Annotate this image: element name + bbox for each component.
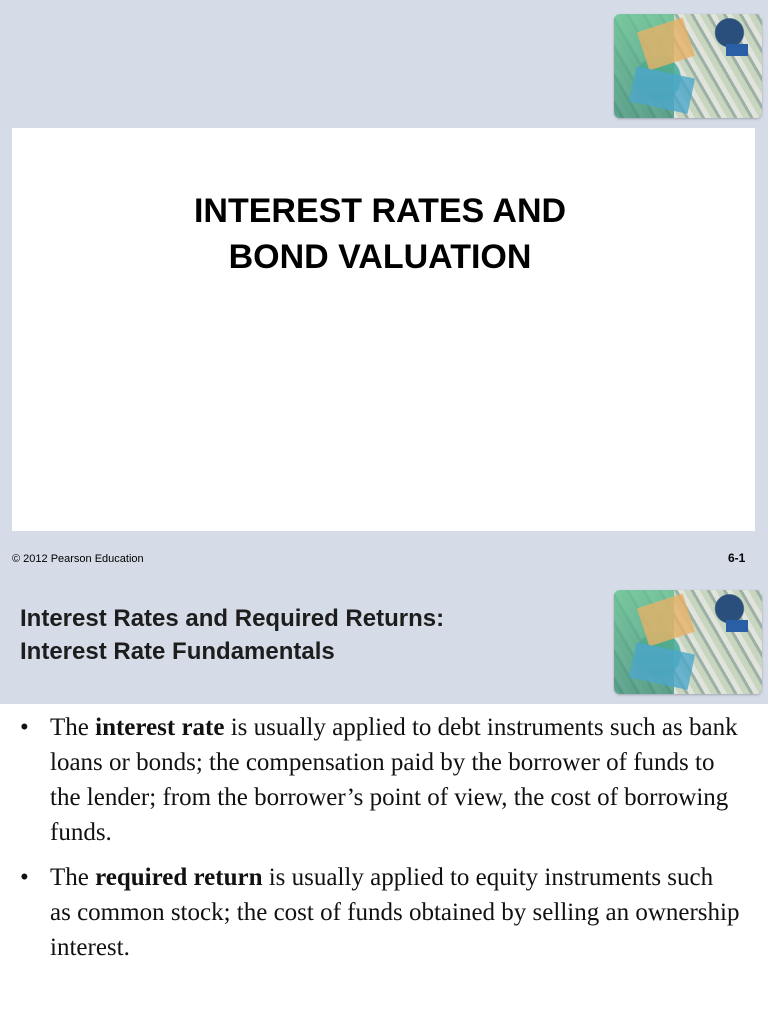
bullet-text: is usually applied to equity instruments such as common stock; the cost of funds obtained by selling an ownership interest.	[50, 864, 740, 961]
bullet-prefix: The	[50, 864, 96, 891]
bullet-item-interest-rate	[20, 710, 740, 850]
slide1-title-line-2: BOND VALUATION	[228, 238, 532, 276]
slide2-currency-image	[614, 590, 762, 694]
slide2-heading-line-1: Interest Rates and Required Returns:	[20, 605, 445, 632]
bullet-text: is usually applied to debt instruments such as bank loans or bonds; the compensation paid by the borrower of funds to the lender; from the borrower’s point of view, the cost of borrowing funds.	[50, 714, 738, 846]
book-badge	[726, 44, 748, 56]
bullet-item-required-return	[20, 860, 740, 965]
bullet-term: interest rate	[95, 714, 225, 741]
bullet-term: required return	[95, 864, 263, 891]
slide1-currency-image	[614, 14, 762, 118]
slide1-title	[0, 188, 760, 280]
bullet-list	[20, 710, 740, 975]
copyright-footer: © 2012 Pearson Education	[12, 553, 144, 565]
bullet-prefix: The	[50, 714, 96, 741]
slide1-title-line-1: INTEREST RATES AND	[193, 192, 567, 230]
book-badge	[726, 620, 748, 632]
bullet-icon: •	[20, 714, 29, 741]
page-number: 6-1	[728, 551, 746, 565]
bullet-icon: •	[20, 864, 29, 891]
slide2-heading-line-2: Interest Rate Fundamentals	[20, 638, 335, 665]
slide2-heading	[20, 602, 600, 668]
